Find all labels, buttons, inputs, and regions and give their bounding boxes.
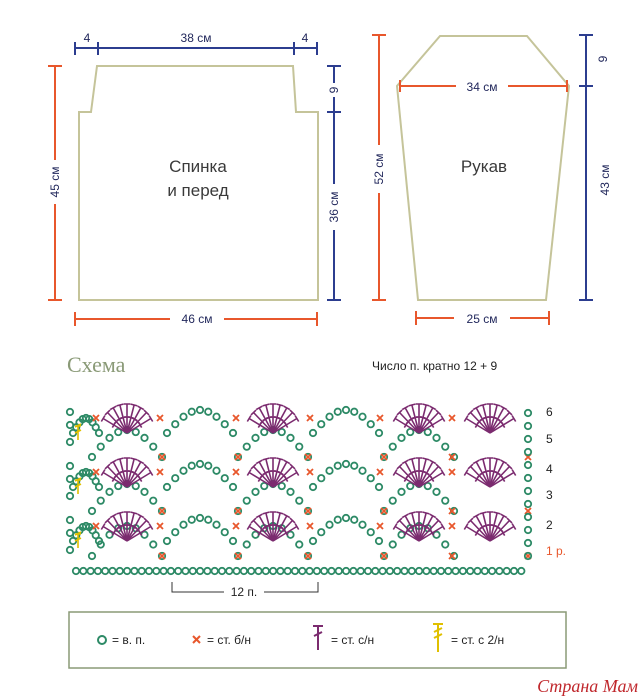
chain-stitch (172, 475, 178, 481)
single-crochet-stitch (381, 454, 387, 460)
chain-stitch (213, 414, 219, 420)
double-crochet-stitch (479, 458, 490, 487)
row-label-3: 3 (546, 488, 553, 502)
chain-stitch (442, 497, 448, 503)
chain-stitch (180, 522, 186, 528)
chain-stitch (525, 423, 531, 429)
repeat-label: 12 п. (230, 585, 258, 599)
single-crochet-stitch (233, 523, 239, 529)
chain-stitch (244, 541, 250, 547)
chain-stitch (141, 435, 147, 441)
chain-stitch (67, 463, 73, 469)
chain-stitch (182, 568, 188, 574)
chain-stitch (306, 568, 312, 574)
chain-stitch (343, 568, 349, 574)
single-crochet-stitch (377, 415, 383, 421)
chain-stitch (205, 463, 211, 469)
chain-stitch (398, 435, 404, 441)
single-crochet-stitch (381, 553, 387, 559)
chain-stitch (365, 568, 371, 574)
single-crochet-stitch (159, 553, 165, 559)
dim-sleeve-right-top-label: 9 (596, 55, 610, 63)
chain-stitch (433, 435, 439, 441)
chain-stitch (376, 538, 382, 544)
chain-stitch (230, 430, 236, 436)
chain-stitch (124, 568, 130, 574)
chain-stitch (525, 462, 531, 468)
chain-stitch (321, 568, 327, 574)
chain-stitch (222, 421, 228, 427)
crochet-chart (67, 404, 531, 574)
chain-stitch (219, 568, 225, 574)
chain-stitch (343, 515, 349, 521)
chain-stitch (452, 568, 458, 574)
sleeve-label: Рукав (460, 157, 508, 176)
chain-stitch (205, 517, 211, 523)
chain-stitch (504, 568, 510, 574)
chain-stitch (326, 468, 332, 474)
row-label-4: 4 (546, 462, 553, 476)
chain-stitch (204, 568, 210, 574)
single-crochet-icon (193, 636, 200, 643)
chain-stitch (398, 489, 404, 495)
dim-back-top-left: 4 (83, 31, 91, 45)
chain-stitch (263, 568, 269, 574)
chain-stitch (213, 468, 219, 474)
single-crochet-stitch (93, 523, 99, 529)
chain-stitch (67, 547, 73, 553)
dim-sleeve-left-label: 52 см (372, 153, 386, 185)
sleeve-panel (371, 35, 613, 326)
single-crochet-stitch (157, 523, 163, 529)
chain-stitch (285, 568, 291, 574)
chain-stitch (423, 568, 429, 574)
single-crochet-stitch (235, 508, 241, 514)
chain-stitch (394, 568, 400, 574)
chain-stitch (445, 568, 451, 574)
single-crochet-stitch (305, 508, 311, 514)
dim-back-bottom-label: 46 см (181, 312, 213, 326)
chain-stitch (80, 568, 86, 574)
chain-stitch (525, 540, 531, 546)
single-crochet-stitch (307, 469, 313, 475)
chain-stitch (222, 529, 228, 535)
chain-stitch (525, 436, 531, 442)
watermark: Страна Мам (537, 676, 638, 696)
single-crochet-stitch (449, 415, 455, 421)
chain-stitch (172, 421, 178, 427)
chain-stitch (489, 568, 495, 574)
chain-stitch (511, 568, 517, 574)
chain-stitch (67, 517, 73, 523)
chain-stitch (117, 568, 123, 574)
chain-stitch (296, 497, 302, 503)
chain-stitch (326, 522, 332, 528)
chain-stitch (525, 514, 531, 520)
chain-stitch (168, 568, 174, 574)
chain-stitch (379, 568, 385, 574)
chain-stitch (270, 568, 276, 574)
chain-stitch (67, 476, 73, 482)
row-label-2: 2 (546, 518, 553, 532)
chain-stitch (296, 443, 302, 449)
double-crochet-stitch (490, 460, 507, 487)
double-crochet-stitch (408, 512, 419, 541)
dim-back-right-bottom-label: 36 см (327, 191, 341, 223)
chain-stitch (189, 409, 195, 415)
chain-stitch (67, 439, 73, 445)
chain-stitch (150, 497, 156, 503)
single-crochet-stitch (233, 469, 239, 475)
chain-stitch (164, 538, 170, 544)
chain-stitch (310, 538, 316, 544)
treble-crochet-stitch (75, 532, 81, 548)
chain-stitch (212, 568, 218, 574)
chain-stitch (67, 409, 73, 415)
dim-back-left-label: 45 см (48, 166, 62, 198)
legend-tr-label: = ст. с 2/н (451, 633, 505, 647)
chain-stitch (175, 568, 181, 574)
chain-stitch (431, 568, 437, 574)
single-crochet-stitch (449, 523, 455, 529)
legend-dc-label: = ст. с/н (331, 633, 375, 647)
chain-stitch (296, 541, 302, 547)
chain-stitch (67, 422, 73, 428)
double-crochet-stitch (479, 512, 490, 541)
dim-back-right (327, 66, 341, 300)
chain-stitch (131, 568, 137, 574)
chain-stitch (89, 454, 95, 460)
single-crochet-stitch (307, 415, 313, 421)
chain-stitch (401, 568, 407, 574)
chain-stitch (146, 568, 152, 574)
dim-sleeve-width-label: 34 см (466, 80, 498, 94)
chain-stitch (109, 568, 115, 574)
chain-stitch (98, 443, 104, 449)
chain-stitch (343, 407, 349, 413)
chain-stitch (287, 489, 293, 495)
double-crochet-stitch (473, 460, 490, 487)
chain-stitch (318, 421, 324, 427)
scheme-note: Число п. кратно 12 + 9 (372, 359, 498, 373)
chain-stitch (150, 541, 156, 547)
dim-sleeve-bottom-label: 25 см (466, 312, 498, 326)
double-crochet-icon (313, 626, 323, 650)
single-crochet-stitch (159, 454, 165, 460)
chain-stitch (197, 568, 203, 574)
single-crochet-stitch (233, 415, 239, 421)
chain-stitch (368, 421, 374, 427)
chain-stitch (525, 527, 531, 533)
chain-stitch (230, 484, 236, 490)
scheme-title: Схема (67, 352, 126, 377)
chain-stitch (244, 497, 250, 503)
chain-stitch (98, 497, 104, 503)
back-front-label-1: Спинка (169, 157, 227, 176)
chain-stitch (335, 517, 341, 523)
chain-stitch (241, 568, 247, 574)
chain-stitch (350, 568, 356, 574)
row-label-6: 6 (546, 405, 553, 419)
chain-stitch (252, 435, 258, 441)
chain-stitch (359, 468, 365, 474)
chain-stitch (335, 409, 341, 415)
single-crochet-stitch (381, 508, 387, 514)
single-crochet-stitch (235, 454, 241, 460)
row-label-1: 1 р. (546, 544, 567, 558)
chain-stitch (525, 488, 531, 494)
double-crochet-stitch (479, 404, 490, 433)
chain-stitch (141, 489, 147, 495)
chain-stitch (368, 475, 374, 481)
legend-ch-label: = в. п. (112, 633, 146, 647)
single-crochet-stitch (93, 469, 99, 475)
chain-stitch (518, 568, 524, 574)
chain-stitch (343, 461, 349, 467)
chain-stitch (474, 568, 480, 574)
chain-stitch (233, 568, 239, 574)
chain-stitch (525, 449, 531, 455)
chain-stitch (73, 568, 79, 574)
chain-stitch (150, 443, 156, 449)
chain-stitch (359, 522, 365, 528)
chain-stitch (482, 568, 488, 574)
chain-stitch (390, 443, 396, 449)
chain-stitch (244, 443, 250, 449)
chain-stitch (164, 484, 170, 490)
legend-ch (98, 633, 145, 647)
chain-stitch (328, 568, 334, 574)
chain-stitch (368, 529, 374, 535)
dim-back-right-top-label: 9 (327, 86, 341, 94)
chain-stitch (433, 489, 439, 495)
chain-stitch (213, 522, 219, 528)
chain-stitch (351, 517, 357, 523)
chain-stitch (442, 541, 448, 547)
chain-stitch (96, 430, 102, 436)
chain-stitch (314, 568, 320, 574)
chain-stitch (95, 568, 101, 574)
chain-stitch (164, 430, 170, 436)
back-front-label-2: и перед (167, 181, 229, 200)
chain-stitch (89, 508, 95, 514)
chain-stitch (287, 435, 293, 441)
dim-sleeve-right (579, 35, 593, 300)
single-crochet-stitch (377, 469, 383, 475)
single-crochet-stitch (449, 469, 455, 475)
dim-back-top-right: 4 (301, 31, 309, 45)
treble-crochet-icon (433, 624, 443, 652)
treble-crochet-stitch (75, 424, 81, 440)
chain-stitch (106, 489, 112, 495)
chain-stitch (180, 414, 186, 420)
chain-stitch (230, 538, 236, 544)
chain-stitch (358, 568, 364, 574)
double-crochet-stitch (490, 514, 507, 541)
chain-stitch (226, 568, 232, 574)
chain-stitch (336, 568, 342, 574)
chain-stitch (390, 541, 396, 547)
single-crochet-stitch (235, 553, 241, 559)
chain-stitch (359, 414, 365, 420)
chain-stitch (335, 463, 341, 469)
chain-stitch (67, 493, 73, 499)
single-crochet-stitch (377, 523, 383, 529)
chain-stitch (197, 461, 203, 467)
chain-stitch (153, 568, 159, 574)
double-crochet-stitch (490, 406, 507, 433)
double-crochet-stitch (262, 512, 273, 541)
chain-icon (98, 636, 106, 644)
chain-stitch (326, 414, 332, 420)
chain-stitch (351, 409, 357, 415)
legend-sc (193, 633, 251, 647)
double-crochet-stitch (473, 406, 490, 433)
chain-stitch (460, 568, 466, 574)
double-crochet-stitch (116, 512, 127, 541)
chain-stitch (438, 568, 444, 574)
legend-tr (433, 624, 504, 652)
single-crochet-stitch (305, 553, 311, 559)
chain-stitch (180, 468, 186, 474)
chain-stitch (299, 568, 305, 574)
single-crochet-stitch (307, 523, 313, 529)
chain-stitch (496, 568, 502, 574)
chain-stitch (310, 430, 316, 436)
chain-stitch (222, 475, 228, 481)
single-crochet-stitch (93, 415, 99, 421)
chain-stitch (416, 568, 422, 574)
chain-stitch (409, 568, 415, 574)
chain-stitch (277, 568, 283, 574)
chain-stitch (467, 568, 473, 574)
chain-stitch (318, 529, 324, 535)
chain-stitch (87, 568, 93, 574)
chain-stitch (387, 568, 393, 574)
chain-stitch (172, 529, 178, 535)
chain-stitch (255, 568, 261, 574)
chain-stitch (160, 568, 166, 574)
chain-stitch (102, 568, 108, 574)
chain-stitch (189, 463, 195, 469)
row-label-5: 5 (546, 432, 553, 446)
back-front-panel (47, 30, 342, 327)
legend-sc-label: = ст. б/н (207, 633, 252, 647)
chain-stitch (197, 407, 203, 413)
chain-stitch (189, 517, 195, 523)
chain-stitch (318, 475, 324, 481)
chain-stitch (442, 443, 448, 449)
chain-stitch (106, 435, 112, 441)
legend-dc (313, 626, 374, 650)
chain-stitch (351, 463, 357, 469)
chain-stitch (525, 410, 531, 416)
chain-stitch (376, 430, 382, 436)
chain-stitch (376, 484, 382, 490)
chain-stitch (310, 484, 316, 490)
chain-stitch (252, 489, 258, 495)
chain-stitch (197, 515, 203, 521)
single-crochet-stitch (159, 508, 165, 514)
chain-stitch (89, 553, 95, 559)
treble-crochet-stitch (75, 478, 81, 494)
chain-stitch (139, 568, 145, 574)
single-crochet-stitch (157, 469, 163, 475)
dim-back-top-mid: 38 см (180, 31, 212, 45)
chain-stitch (67, 530, 73, 536)
dim-sleeve-right-bottom-label: 43 см (598, 164, 612, 196)
single-crochet-stitch (305, 454, 311, 460)
single-crochet-stitch (157, 415, 163, 421)
chain-stitch (190, 568, 196, 574)
chain-stitch (525, 501, 531, 507)
chain-stitch (390, 497, 396, 503)
chain-stitch (292, 568, 298, 574)
double-crochet-stitch (473, 514, 490, 541)
chain-stitch (525, 475, 531, 481)
chain-stitch (205, 409, 211, 415)
chain-stitch (248, 568, 254, 574)
chain-stitch (372, 568, 378, 574)
chain-stitch (96, 484, 102, 490)
